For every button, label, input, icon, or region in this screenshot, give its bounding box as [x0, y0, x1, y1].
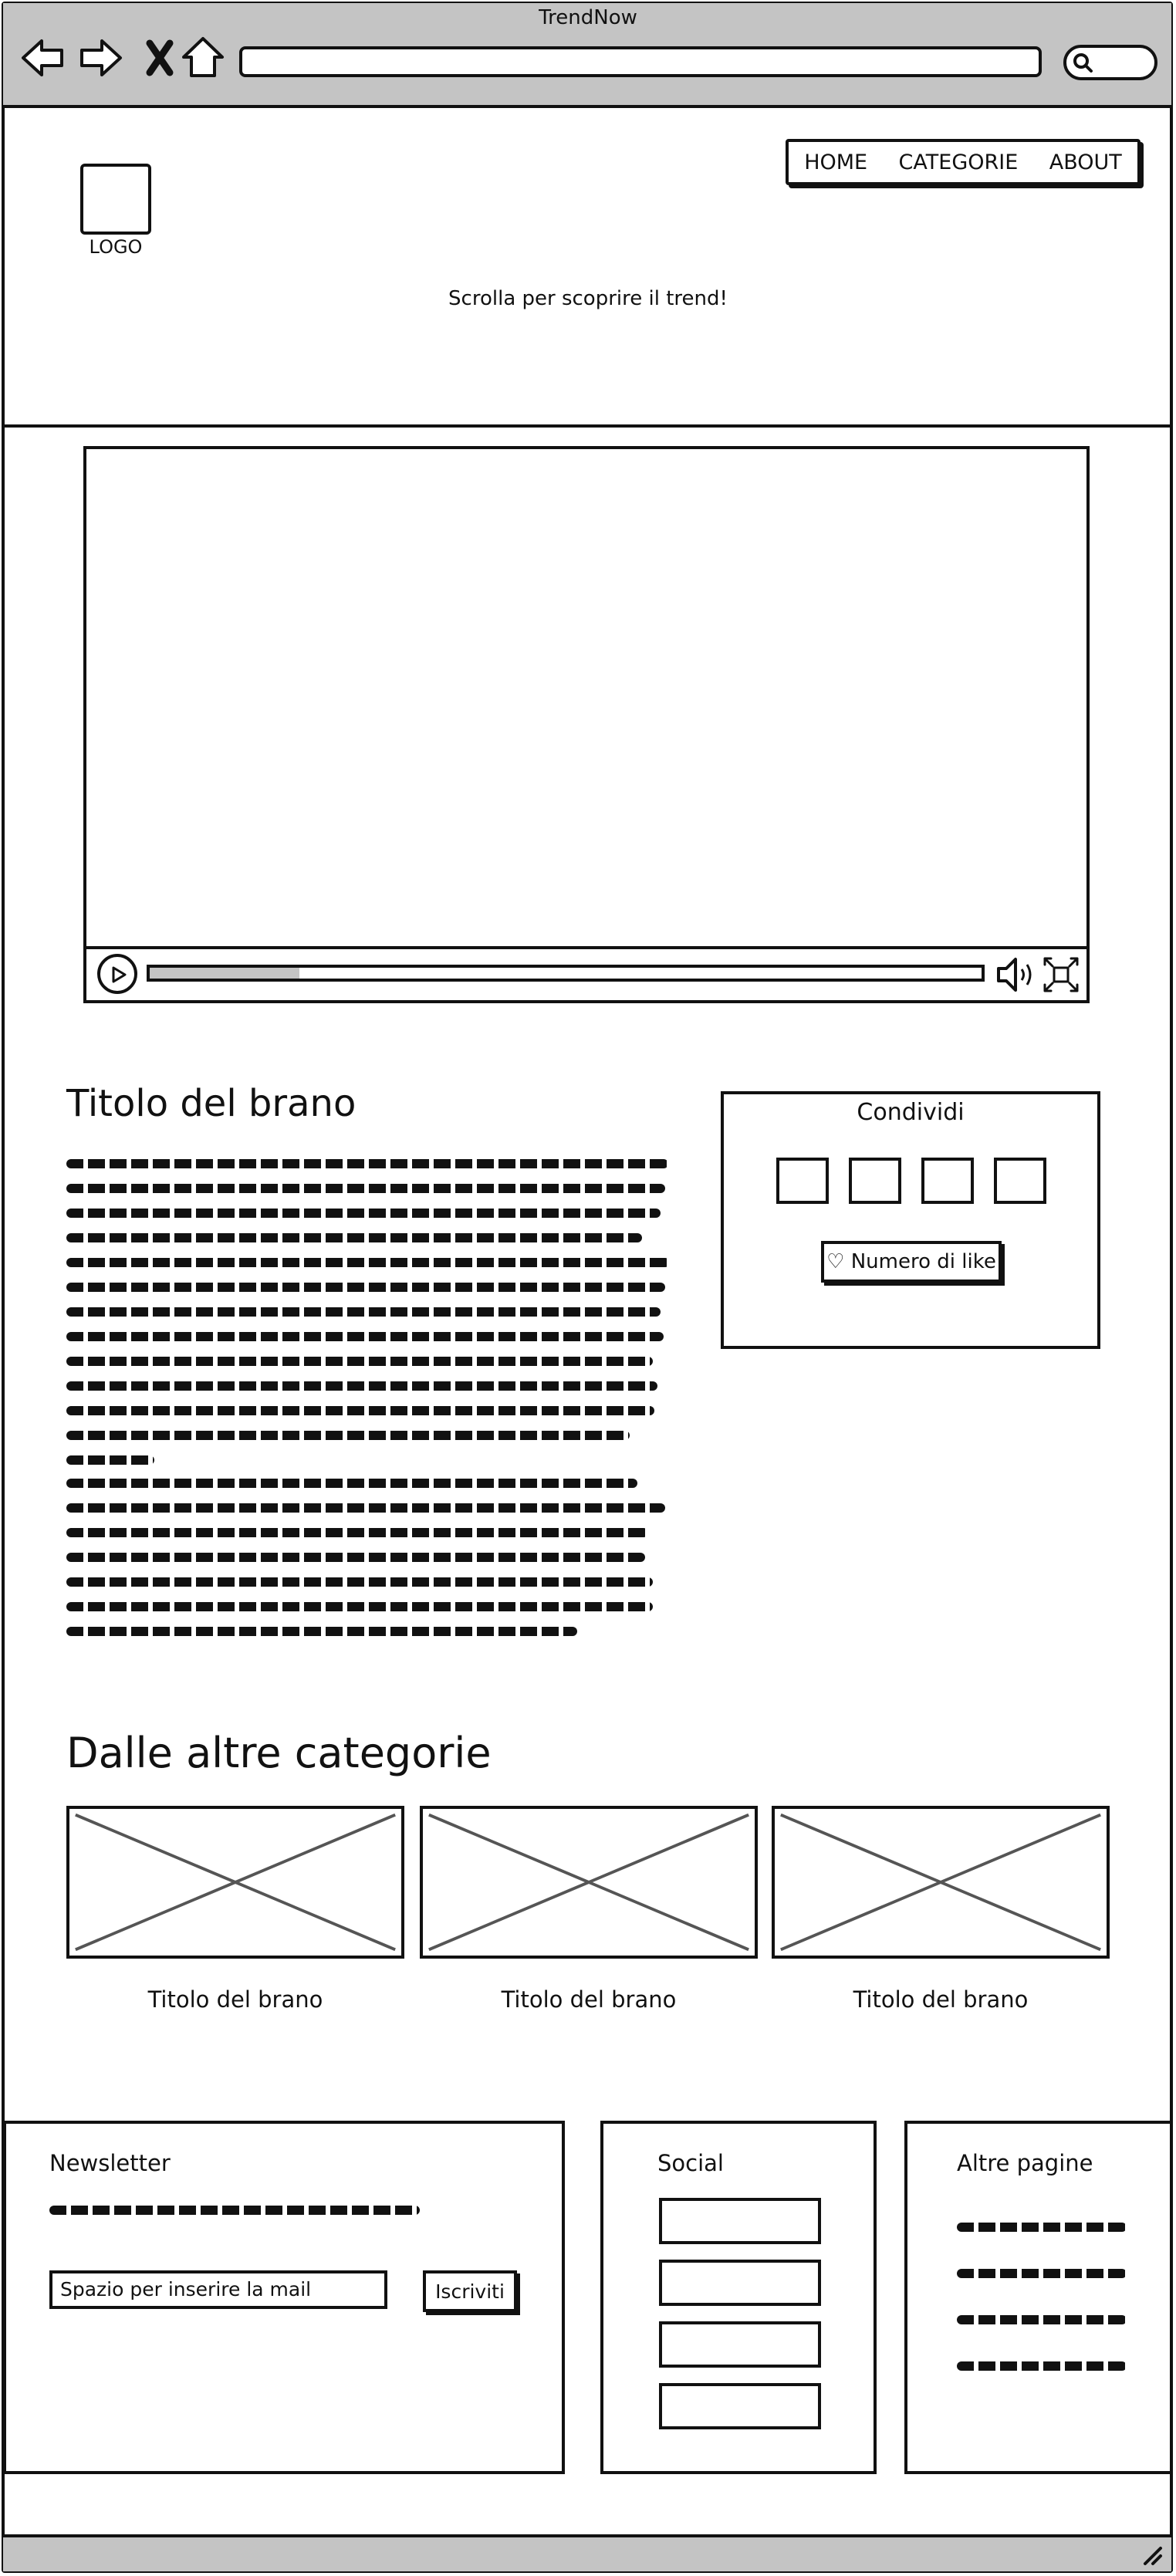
text-line [66, 1159, 668, 1168]
page-link-2[interactable] [957, 2269, 1127, 2278]
text-line [66, 1233, 642, 1242]
song-title: Titolo del brano [66, 1082, 357, 1125]
text-line [66, 1357, 653, 1366]
page-link-4[interactable] [957, 2361, 1127, 2371]
text-line [66, 1406, 654, 1415]
browser-status-bar [3, 2534, 1171, 2571]
social-link-3[interactable] [659, 2321, 821, 2368]
newsletter-text-line [49, 2206, 420, 2215]
image-placeholder-2[interactable] [420, 1806, 758, 1959]
logo-placeholder[interactable] [80, 164, 151, 235]
page-link-1[interactable] [957, 2223, 1127, 2232]
social-title: Social [657, 2150, 724, 2176]
forward-arrow-icon[interactable] [77, 34, 125, 82]
main-menu [786, 139, 1141, 185]
page-link-3[interactable] [957, 2315, 1127, 2324]
social-link-4[interactable] [659, 2383, 821, 2429]
text-line [66, 1283, 665, 1292]
share-button-4[interactable] [994, 1158, 1046, 1204]
text-line [66, 1627, 577, 1636]
text-line [66, 1479, 637, 1488]
social-link-2[interactable] [659, 2260, 821, 2306]
search-icon [1071, 51, 1094, 74]
video-player[interactable] [83, 446, 1090, 1003]
menu-item-categorie[interactable]: CATEGORIE [898, 150, 1019, 174]
play-icon [108, 965, 128, 985]
article-paragraph-2 [66, 1479, 673, 1651]
image-placeholder-3[interactable] [772, 1806, 1110, 1959]
logo-label: LOGO [89, 236, 143, 258]
share-button-1[interactable] [776, 1158, 829, 1204]
volume-icon[interactable] [994, 955, 1037, 994]
share-panel [721, 1091, 1100, 1349]
text-line [66, 1184, 665, 1193]
text-line [66, 1528, 648, 1537]
subscribe-button[interactable]: Iscriviti [423, 2270, 517, 2312]
article-paragraph-1 [66, 1159, 673, 1480]
home-icon[interactable] [179, 34, 227, 82]
video-progress-fill [150, 968, 299, 979]
card-caption-1[interactable]: Titolo del brano [147, 1986, 323, 2013]
text-line [66, 1307, 661, 1317]
text-line [66, 1431, 630, 1440]
window-title: TrendNow [539, 6, 637, 29]
like-button[interactable]: ♡ Numero di like [821, 1241, 1002, 1283]
text-line [66, 1503, 665, 1513]
share-button-3[interactable] [921, 1158, 974, 1204]
card-caption-2[interactable]: Titolo del brano [501, 1986, 677, 2013]
share-button-2[interactable] [849, 1158, 901, 1204]
card-caption-3[interactable]: Titolo del brano [853, 1986, 1029, 2013]
other-categories-title: Dalle altre categorie [66, 1729, 492, 1777]
other-pages-title: Altre pagine [957, 2150, 1093, 2176]
social-link-1[interactable] [659, 2198, 821, 2244]
text-line [66, 1577, 653, 1587]
resize-grip-icon[interactable] [1141, 2544, 1164, 2567]
header-divider [3, 424, 1171, 428]
newsletter-title: Newsletter [49, 2150, 171, 2176]
text-line [66, 1602, 653, 1611]
menu-item-about[interactable]: ABOUT [1049, 150, 1122, 174]
address-bar[interactable] [239, 46, 1042, 77]
share-title: Condividi [857, 1099, 965, 1126]
back-arrow-icon[interactable] [19, 34, 66, 82]
text-line [66, 1209, 661, 1218]
image-placeholder-1[interactable] [66, 1806, 404, 1959]
menu-item-home[interactable]: HOME [804, 150, 868, 174]
close-x-icon[interactable] [136, 34, 184, 82]
text-line [66, 1258, 670, 1267]
header-tagline: Scrolla per scoprire il trend! [448, 287, 728, 310]
email-input[interactable]: Spazio per inserire la mail [49, 2270, 387, 2309]
text-line [66, 1455, 154, 1465]
text-line [66, 1553, 645, 1562]
fullscreen-icon[interactable] [1042, 955, 1080, 994]
text-line [66, 1332, 664, 1341]
text-line [66, 1381, 657, 1391]
